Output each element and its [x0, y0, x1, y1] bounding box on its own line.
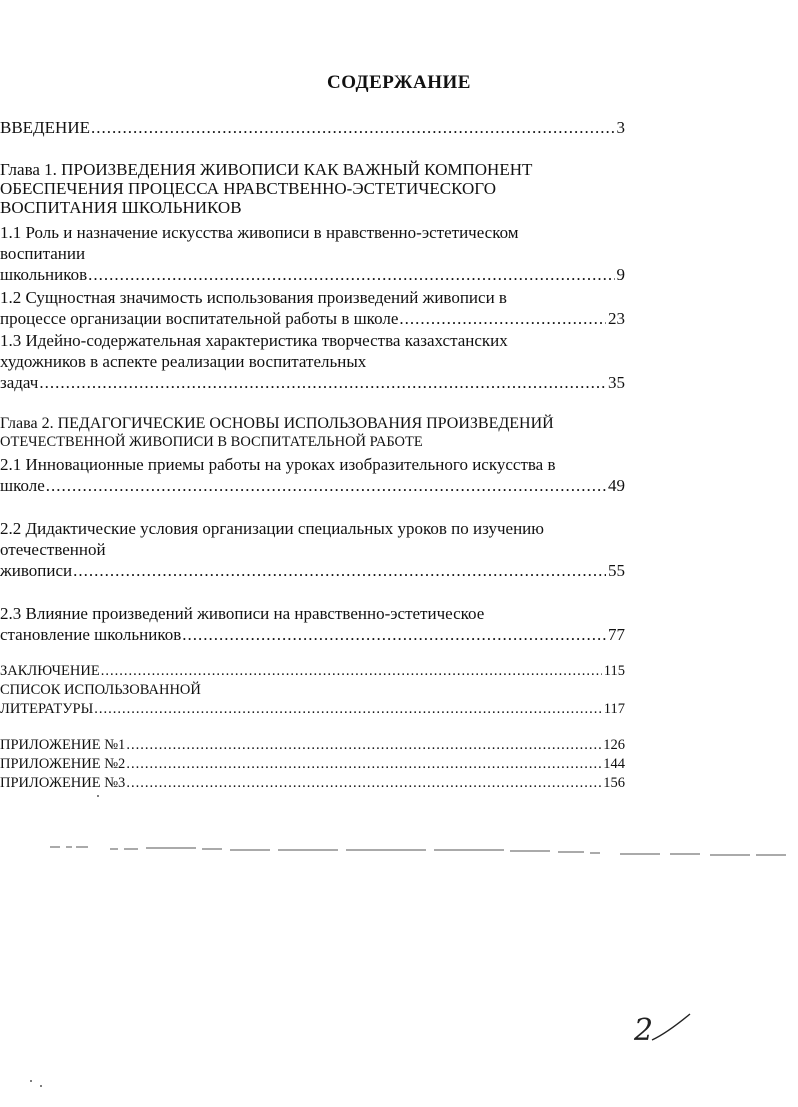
toc-page-number: 35 [608, 373, 625, 392]
toc-page-number: 49 [608, 476, 625, 495]
toc-page-number: 55 [608, 561, 625, 580]
chapter-1-heading [0, 160, 625, 217]
toc-entry-final-line [0, 700, 625, 719]
toc-entry-text: 2.2 Дидактические условия организации специальных уроков по изучению [0, 519, 544, 538]
toc-entry-label: живописи [0, 561, 73, 580]
handwritten-number: 2 [634, 1013, 654, 1048]
chapter-heading-line: Глава 1. ПРОИЗВЕДЕНИЯ ЖИВОПИСИ КАК ВАЖНЫЙ КОМПОНЕНТ [0, 160, 533, 179]
toc-entry-1-2 [0, 287, 625, 329]
toc-page-number: 117 [603, 701, 625, 717]
toc-entry-label: ВВЕДЕНИЕ [0, 118, 90, 137]
toc-page-number: 9 [616, 265, 625, 284]
toc-entry-2-3 [0, 603, 625, 645]
toc-entry-label: ПРИЛОЖЕНИЕ №2 [0, 756, 126, 772]
dot-leader [91, 117, 615, 138]
toc-entry-2-1 [0, 454, 625, 496]
toc-entry-text: 1.3 Идейно-содержательная характеристика творчества казахстанских [0, 331, 508, 350]
toc-page-number: 126 [603, 737, 625, 753]
toc-entry-text: отечественной [0, 540, 106, 559]
toc-entry-intro [0, 117, 625, 138]
toc-entry-conclusion [0, 662, 625, 681]
toc-entry-text: 1.2 Сущностная значимость использования произведений живописи в [0, 288, 507, 307]
toc-entry-label: ЗАКЛЮЧЕНИЕ [0, 663, 100, 679]
toc-entry-text: 1.1 Роль и назначение искусства живописи в нравственно-эстетическом [0, 223, 519, 242]
toc-entry-label: школе [0, 476, 45, 495]
toc-page-number: 144 [603, 756, 625, 772]
toc-entry-2-2 [0, 518, 625, 581]
toc-entry-label: становление школьников [0, 625, 182, 644]
toc-entry-appendix-1 [0, 736, 625, 755]
toc-entry-text: 2.1 Инновационные приемы работы на уроках изобразительного искусства в [0, 455, 556, 474]
scan-dashed-line [30, 842, 790, 856]
toc-entry-text: СПИСОК ИСПОЛЬЗОВАННОЙ [0, 682, 201, 698]
dot-leader [94, 700, 602, 719]
toc-entry-1-3 [0, 330, 625, 393]
handwriting-glyph [632, 1008, 692, 1048]
scan-speck [40, 1085, 42, 1087]
toc-entry-final-line [0, 264, 625, 285]
toc-appendices [0, 736, 625, 793]
toc-entry-label: ПРИЛОЖЕНИЕ №3 [0, 775, 126, 791]
toc-entry-appendix-3 [0, 774, 625, 793]
handwritten-page-mark [632, 1008, 692, 1048]
toc-entry-references [0, 681, 625, 719]
dot-leader [73, 560, 606, 581]
chapter-2-heading [0, 414, 625, 452]
dot-leader [126, 755, 601, 774]
toc-entry-text: 2.3 Влияние произведений живописи на нравственно-эстетическое [0, 604, 485, 623]
toc-entry-label: школьников [0, 265, 88, 284]
dot-leader [101, 662, 602, 681]
toc-page-number: 77 [608, 625, 625, 644]
scan-speck [30, 1080, 32, 1082]
toc-entry-final-line [0, 308, 625, 329]
toc-entry-final-line [0, 560, 625, 581]
dot-leader [399, 308, 606, 329]
toc-page-number: 156 [603, 775, 625, 791]
toc-entry-final-line [0, 624, 625, 645]
scan-speck [97, 795, 99, 797]
chapter-heading-line: Глава 2. ПЕДАГОГИЧЕСКИЕ ОСНОВЫ ИСПОЛЬЗОВАНИЯ ПРОИЗВЕДЕНИЙ [0, 415, 554, 432]
toc-entry-appendix-2 [0, 755, 625, 774]
toc-page-number: 115 [603, 663, 625, 679]
toc-entry-label: ЛИТЕРАТУРЫ [0, 701, 94, 717]
toc-page-number: 23 [608, 309, 625, 328]
toc-entry-text: воспитании [0, 244, 86, 263]
toc-entry-text: художников в аспекте реализации воспитательных [0, 352, 367, 371]
dot-leader [88, 264, 614, 285]
chapter-heading-line: ВОСПИТАНИЯ ШКОЛЬНИКОВ [0, 198, 242, 217]
dot-leader [126, 736, 601, 755]
dot-leader [46, 475, 606, 496]
chapter-heading-line: ОБЕСПЕЧЕНИЯ ПРОЦЕССА НРАВСТВЕННО-ЭСТЕТИЧЕСКОГО [0, 179, 496, 198]
toc-entry-label: процессе организации воспитательной работы в школе [0, 309, 399, 328]
toc-entry-1-1 [0, 222, 625, 285]
toc-entry-final-line [0, 475, 625, 496]
dot-leader [126, 774, 601, 793]
dot-leader [39, 372, 606, 393]
toc-page-number: 3 [616, 118, 625, 137]
page-title: СОДЕРЖАНИЕ [327, 72, 471, 93]
toc-entry-label: задач [0, 373, 39, 392]
dot-leader [182, 624, 606, 645]
chapter-heading-line: ОТЕЧЕСТВЕННОЙ ЖИВОПИСИ В ВОСПИТАТЕЛЬНОЙ РАБОТЕ [0, 434, 423, 450]
toc-entry-final-line [0, 372, 625, 393]
toc-entry-label: ПРИЛОЖЕНИЕ №1 [0, 737, 126, 753]
